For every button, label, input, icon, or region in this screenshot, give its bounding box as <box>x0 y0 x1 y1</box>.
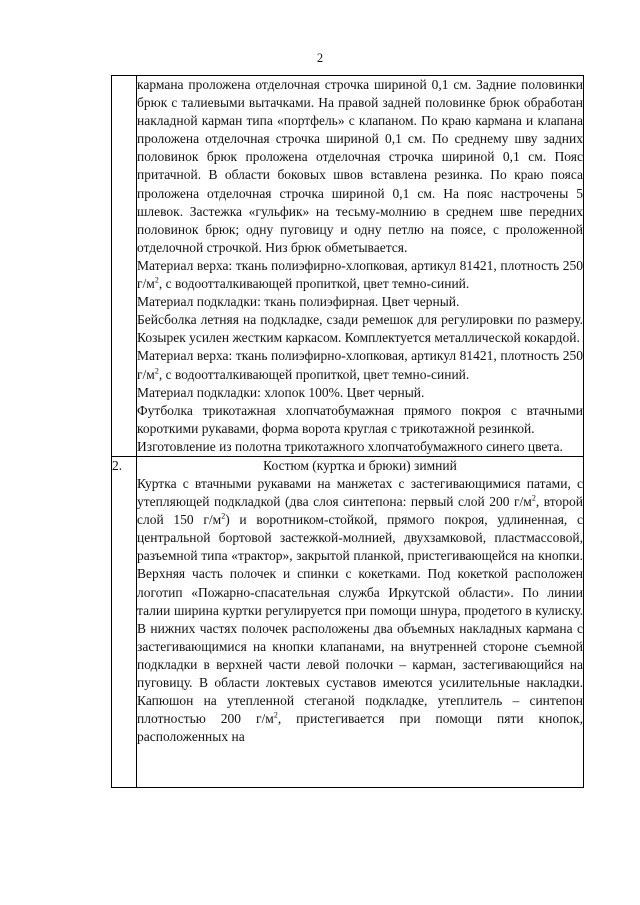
table-row <box>112 76 584 457</box>
row-content-cell <box>137 456 584 787</box>
paragraph-trousers-material: Материал верха: ткань полиэфирно-хлопковая, артикул 81421, плотность 250 $г/м^2$, с водоотталкивающей пропиткой, цвет темно-синий. <box>137 257 583 292</box>
row-number-cell: 2. <box>112 456 137 787</box>
row-content-cell <box>137 76 584 457</box>
paragraph-tshirt-material: Изготовление из полотна трикотажного хлопчатобумажного синего цвета. <box>137 438 563 454</box>
row-number-cell <box>112 76 137 457</box>
paragraph-cap-lining: Материал подкладки: хлопок 100%. Цвет черный. <box>137 384 425 400</box>
paragraph-jacket-description: Куртка с втачными рукавами на манжетах с застегивающимися патами, с утепляющей подкладкой (два слоя синтепона: первый слой 200 $г/м^2$, второй слой 150 $г/м^2$) и воротником-стойкой, прямого покроя, удлиненная, с центральной бортовой застежкой-молнией, двухзамковой, пластмассовой, разъемной типа «трактор», закрытой планкой, пристегивающейся на кнопки. Верхняя часть полочек и спинки с кокетками. Под кокеткой расположен логотип «Пожарно-спасательная служба Иркутской области». По линии талии ширина куртки регулируется при помощи шнура, продетого в кулиску. В нижних частях полочек расположены два объемных накладных кармана с застегивающимися на кнопки клапанами, на внутренней стороне съемной подкладки в верхней части левой полочки – карман, застегивающийся на пуговицу. В области локтевых суставов имеются усилительные накладки. Капюшон на утепленной стеганой подкладке, утеплитель – синтепон плотностью 200 $г/м^2$, пристегивается при помощи пяти кнопок, расположенных на <box>137 475 583 745</box>
specification-table <box>111 75 584 788</box>
page-number: 2 <box>316 51 324 65</box>
table-row <box>112 456 584 787</box>
paragraph-trousers-lining: Материал подкладки: ткань полиэфирная. Цвет черный. <box>137 294 460 310</box>
paragraph-tshirt-description: Футболка трикотажная хлопчатобумажная прямого покроя с втачными короткими рукавами, форма ворота круглая с трикотажной резинкой. <box>137 402 583 436</box>
paragraph-cap-material: Материал верха: ткань полиэфирно-хлопковая, артикул 81421, плотность 250 $г/м^2$, с водоотталкивающей пропиткой, цвет темно-синий. <box>137 348 583 382</box>
paragraph-trousers-description: кармана проложена отделочная строчка шириной 0,1 см. Задние половинки брюк с талиевыми вытачками. На правой задней половинке брюк обработан накладной карман типа «портфель» с клапаном. По краю кармана и клапана проложена отделочная строчка шириной 0,1 см. По среднему шву задних половинок брюк проложена отделочная строчка шириной 0,1 см. Пояс притачной. В области боковых швов вставлена резинка. По краю пояса проложена отделочная строчка шириной 0,1 см. На пояс настрочены 5 шлевок. Застежка «гульфик» на тесьму-молнию в среднем шве передних половинок брюк; одну пуговицу и одну петлю на поясе, с проложенной отделочной строчкой. Низ брюк обметывается. <box>137 77 583 255</box>
paragraph-cap-description: Бейсболка летняя на подкладке, сзади ремешок для регулировки по размеру. Козырек усилен жестким каркасом. Комплектуется металлической кокардой. <box>137 312 583 346</box>
section-heading: Костюм (куртка и брюки) зимний <box>263 457 457 473</box>
